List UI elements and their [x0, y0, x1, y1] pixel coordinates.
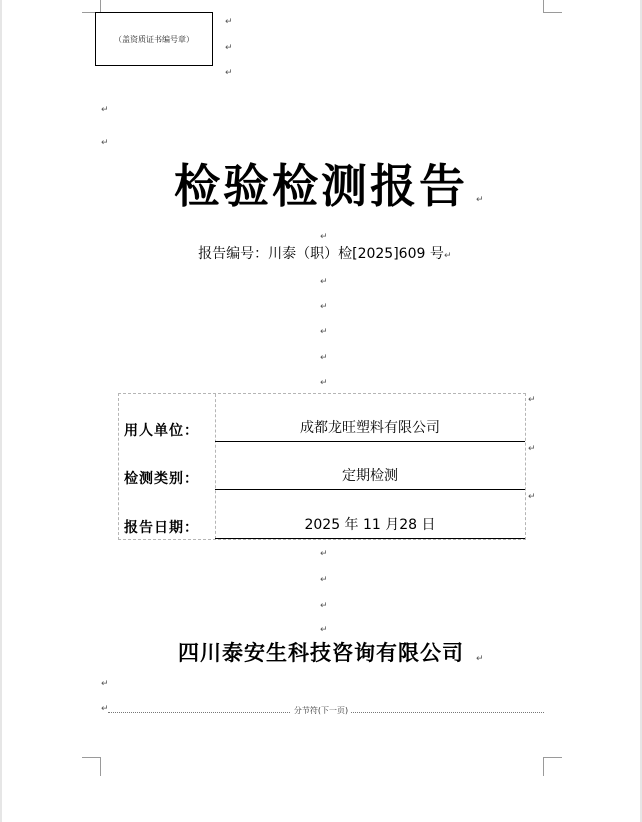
info-value-test-type[interactable]: 定期检测	[215, 463, 525, 490]
paragraph-mark: ↵	[444, 251, 452, 261]
info-label-test-type: 检测类别：	[124, 471, 199, 487]
margin-corner-bottom-left	[82, 757, 101, 776]
section-break-text: 分节符(下一页)	[291, 706, 351, 715]
paragraph-mark: ↵	[101, 679, 109, 689]
report-number: 报告编号：川泰（职）检[2025]609 号	[198, 246, 444, 262]
paragraph-mark: ↵	[101, 138, 109, 148]
paragraph-mark: ↵	[101, 704, 109, 714]
company-name: 四川泰安生科技咨询有限公司	[178, 640, 464, 665]
stamp-placeholder-text: （盖资质证书编号章）	[114, 34, 194, 44]
margin-corner-bottom-right	[543, 757, 562, 776]
info-value-employer[interactable]: 成都龙旺塑料有限公司	[215, 415, 525, 442]
paragraph-mark: ↵	[101, 105, 109, 115]
paragraph-mark: ↵	[225, 17, 233, 27]
cell-end-mark: ↵	[528, 492, 536, 502]
paragraph-mark: ↵	[320, 302, 328, 312]
info-label-report-date: 报告日期：	[124, 520, 199, 536]
paragraph-mark: ↵	[320, 277, 328, 287]
info-label-employer: 用人单位：	[124, 423, 199, 439]
page-edge-left	[0, 0, 2, 822]
info-row-report-date	[119, 491, 525, 539]
paragraph-mark: ↵	[320, 327, 328, 337]
paragraph-mark: ↵	[320, 601, 328, 611]
margin-corner-top-right	[543, 0, 562, 13]
cell-end-mark: ↵	[528, 395, 536, 405]
paragraph-mark: ↵	[225, 43, 233, 53]
report-info-table	[118, 393, 526, 540]
paragraph-mark: ↵	[320, 378, 328, 388]
stamp-placeholder-box[interactable]	[95, 12, 213, 66]
paragraph-mark: ↵	[320, 575, 328, 585]
info-row-employer	[119, 394, 525, 442]
paragraph-mark: ↵	[225, 68, 233, 78]
paragraph-mark: ↵	[476, 195, 484, 205]
cell-end-mark: ↵	[528, 444, 536, 454]
info-row-test-type	[119, 442, 525, 490]
paragraph-mark: ↵	[320, 232, 328, 242]
paragraph-mark: ↵	[320, 549, 328, 559]
paragraph-mark: ↵	[476, 654, 484, 664]
info-value-report-date[interactable]: 2025 年 11 月28 日	[215, 512, 525, 539]
paragraph-mark: ↵	[320, 353, 328, 363]
section-break-label	[0, 705, 642, 716]
paragraph-mark: ↵	[320, 625, 328, 635]
report-title: 检验检测报告	[174, 159, 468, 213]
